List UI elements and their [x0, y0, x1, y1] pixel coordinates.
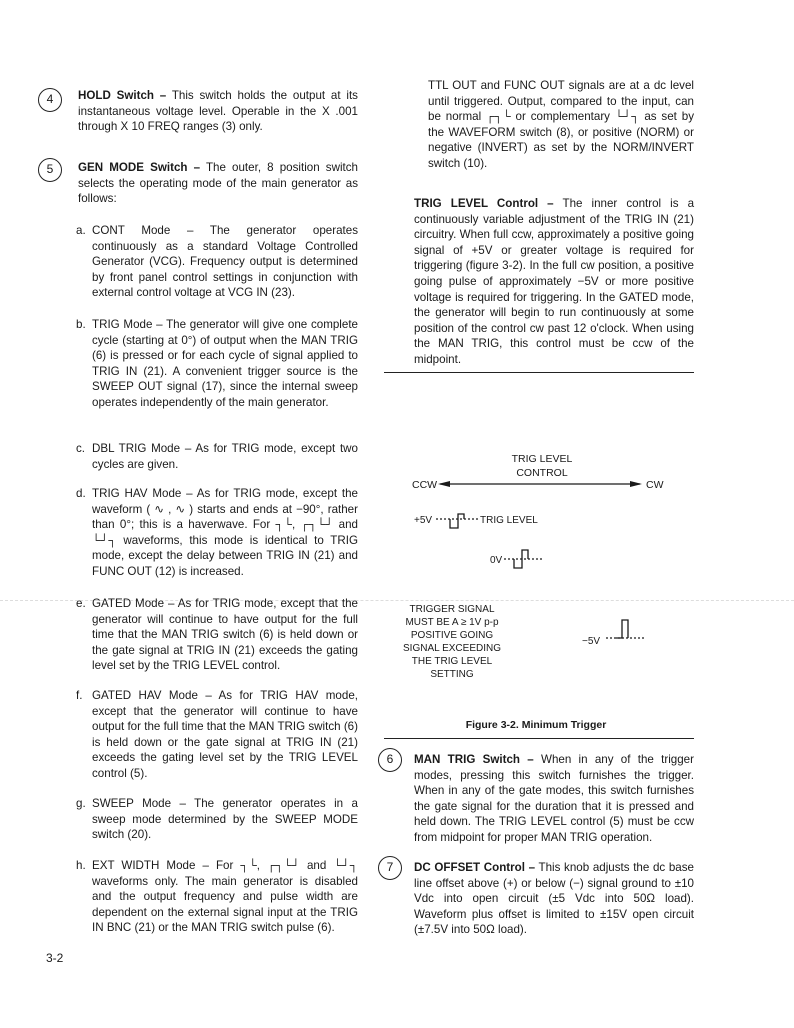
mode-text: SWEEP Mode – The generator operates in a sweep mode determined by the SWEEP MODE switch (20).	[92, 797, 358, 842]
fig-plus5-label: +5V	[414, 515, 433, 526]
fig-arrow-left-head	[438, 481, 450, 487]
fig-signal-line-1: TRIGGER SIGNAL	[409, 604, 495, 615]
fig-plus5-pulse	[450, 514, 464, 528]
ttl-out-paragraph: TTL OUT and FUNC OUT signals are at a dc level until triggered. Output, compared to the input, can be normal ┌┐└ or complementary └┘┐ as set by the WAVEFORM switch (8), or positive (NORM) or negative (INVERT) as set by the NORM/INVERT switch (10).	[428, 79, 694, 170]
mode-item-c	[76, 441, 358, 472]
hold-switch-text: This switch holds the output at its instantaneous voltage level. Operable in the X .001 through X 10 FREQ ranges (3) only.	[78, 89, 358, 134]
mode-label: a.	[76, 224, 86, 237]
mode-text: GATED Mode – As for TRIG mode, except that the generator will continue to have output for the full time that the MAN TRIG switch (6) is held down or the gate signal at TRIG IN (21) exceeds the gating level set by the TRIG LEVEL control.	[92, 597, 358, 673]
figure-3-2-diagram	[378, 452, 694, 712]
section-divider	[384, 372, 694, 373]
fig-trig-level-label: TRIG LEVEL	[480, 515, 538, 526]
item-number-7: 7	[378, 856, 402, 880]
mode-label: d.	[76, 487, 86, 500]
trig-level-description	[414, 196, 694, 368]
mode-label: b.	[76, 318, 86, 331]
mode-label: f.	[76, 689, 83, 702]
dc-offset-heading: DC OFFSET Control –	[414, 861, 536, 874]
fig-signal-line-4: SIGNAL EXCEEDING	[403, 643, 501, 654]
mode-item-h	[76, 858, 358, 936]
trig-level-text: The inner control is a continuously variable adjustment of the TRIG IN (21) circuitry. When full ccw, approximately a positive going signal of +5V or greater voltage is required for triggering (figure 3-2). In the full cw position, a positive going pulse of approximately −5V or more positive voltage is required for triggering. In the GATED mode, the generator will begin to run continuously at some position of the control cw past 12 o'clock. When using the MAN TRIG, this control must be ccw of the midpoint.	[414, 197, 695, 366]
mode-label: c.	[76, 442, 86, 455]
fig-title-line2: CONTROL	[516, 467, 568, 479]
mode-text: TRIG HAV Mode – As for TRIG mode, except the waveform ( ∿ , ∿ ) starts and ends at −90°, rather than 0°; this is a haverwave. For ┐└, ┌┐└┘ and └┘┐ waveforms, this mode is identical to TRIG mode, except the delay between TRIG IN (21) and FUNC OUT (12) is increased.	[92, 487, 358, 578]
mode-item-g	[76, 796, 358, 843]
item-number-4: 4	[38, 88, 62, 112]
mode-item-f	[76, 688, 358, 782]
mode-text: GATED HAV Mode – As for TRIG HAV mode, except that the generator will continue to have output for the full time that the MAN TRIG switch (6) is held down or the gate signal at TRIG IN (21) exceeds the gating level set by the TRIG LEVEL control (5).	[92, 689, 358, 780]
fig-minus5-label: −5V	[582, 636, 601, 647]
fig-minus5-pulse	[616, 620, 628, 638]
man-trig-description	[414, 752, 694, 846]
mode-label: e.	[76, 597, 86, 610]
gen-mode-text: The outer, 8 position switch selects the operating mode of the main generator as follows:	[78, 161, 358, 206]
fig-signal-line-2: MUST BE A ≥ 1V p-p	[405, 617, 499, 628]
gen-mode-heading: GEN MODE Switch –	[78, 161, 201, 174]
gen-mode-description	[78, 160, 358, 207]
item-number-6: 6	[378, 748, 402, 772]
trig-level-heading: TRIG LEVEL Control –	[414, 197, 554, 210]
mode-item-e	[76, 596, 358, 674]
figure-caption: Figure 3-2. Minimum Trigger	[465, 719, 607, 731]
fig-cw-label: CW	[646, 479, 664, 491]
item-number-5: 5	[38, 158, 62, 182]
mode-item-b	[76, 317, 358, 411]
mode-text: DBL TRIG Mode – As for TRIG mode, except two cycles are given.	[92, 442, 358, 471]
dc-offset-text: This knob adjusts the dc base line offset above (+) or below (−) signal ground to ±10 Vdc into open circuit (±5 Vdc into 50Ω load). Waveform plus offset is limited to ±15V open circuit (±7.5V into 50Ω load).	[414, 861, 694, 937]
mode-text: EXT WIDTH Mode – For ┐└, ┌┐└┘ and └┘┐ waveforms only. The main generator is disabled and the output frequency and pulse width are dependent on the external signal input at the TRIG IN BNC (21) or the MAN TRIG switch pulse (6).	[92, 859, 358, 935]
figure-divider	[384, 738, 694, 739]
hold-switch-description	[78, 88, 358, 135]
man-trig-heading: MAN TRIG Switch –	[414, 753, 534, 766]
mode-item-a	[76, 223, 358, 301]
mode-text: TRIG Mode – The generator will give one complete cycle (starting at 0°) of output when the MAN TRIG (6) is pressed or for each cycle of signal applied to TRIG IN (21). A convenient trigger source is the SWEEP OUT signal (17), since the internal sweep operates independently of the main generator.	[92, 318, 358, 409]
fig-arrow-right-head	[630, 481, 642, 487]
man-trig-text: When in any of the trigger modes, pressing this switch furnishes the trigger. When in any of the gate modes, this switch furnishes the gate signal for the duration that it is pressed and held down. The TRIG LEVEL control (5) must be ccw from midpoint for proper MAN TRIG operation.	[414, 753, 694, 844]
mode-item-d	[76, 486, 358, 580]
hold-switch-heading: HOLD Switch –	[78, 89, 167, 102]
mode-label: h.	[76, 859, 86, 872]
fig-title-line1: TRIG LEVEL	[511, 453, 573, 465]
dc-offset-description	[414, 860, 694, 938]
fig-signal-line-6: SETTING	[430, 669, 474, 680]
mode-text: CONT Mode – The generator operates continuously as a standard Voltage Controlled Generator (VCG). Frequency output is determined by front panel control settings in conjunction with external control voltage at VCG IN (23).	[92, 224, 358, 300]
mode-label: g.	[76, 797, 86, 810]
fig-ccw-label: CCW	[412, 479, 438, 491]
page-number: 3-2	[46, 951, 64, 965]
fig-zero-label: 0V	[490, 555, 503, 566]
fig-signal-line-5: THE TRIG LEVEL	[411, 656, 493, 667]
fig-signal-line-3: POSITIVE GOING	[410, 630, 494, 641]
